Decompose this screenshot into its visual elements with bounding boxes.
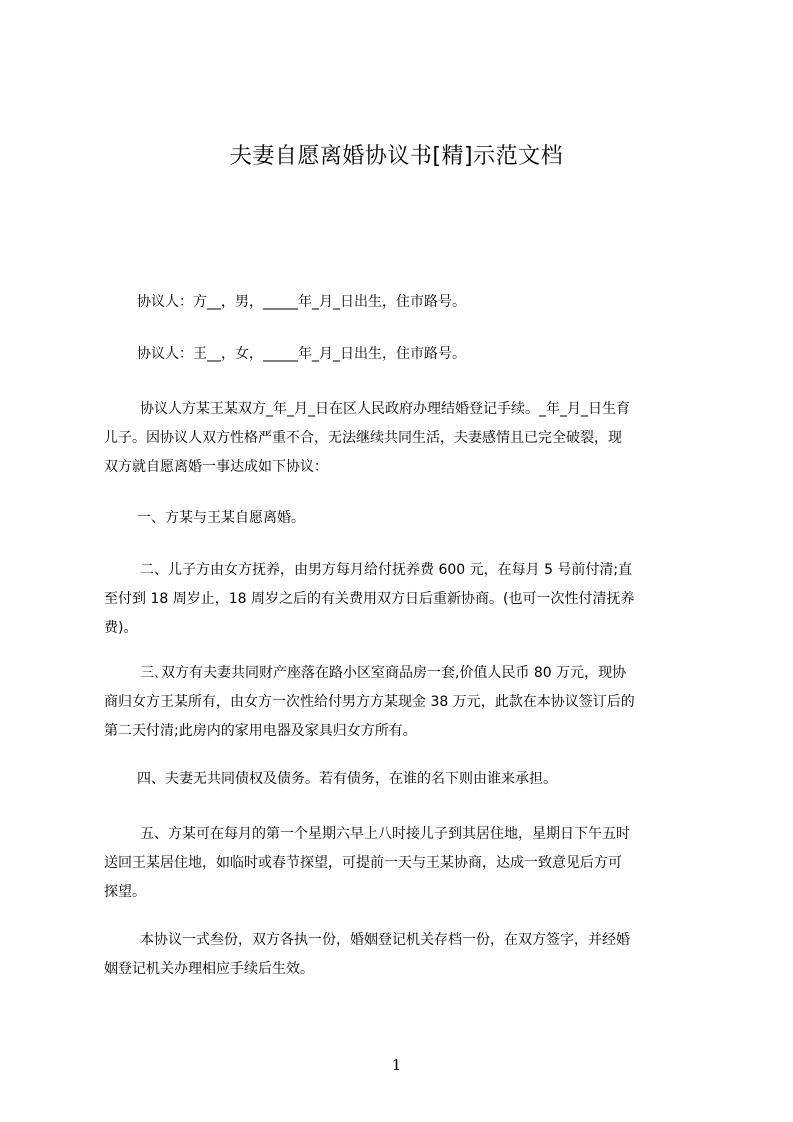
clause-5-paragraph: [104, 820, 702, 907]
paragraph-line: 商归女方王某所有，由女方一次性给付男方方某现金 38 万元，此款在本协议签订后的: [104, 694, 635, 710]
paragraph-line: 儿子。因协议人双方性格严重不合，无法继续共同生活，夫妻感情且已完全破裂，现: [104, 430, 622, 446]
effectiveness-paragraph: [104, 926, 702, 984]
paragraph-line: 送回王某居住地，如临时或春节探望，可提前一天与王某协商，达成一致意见后方可: [104, 855, 622, 871]
paragraph-line: 二、儿子方由女方抚养，由男方每月给付抚养费 600 元，在每月 5 号前付清;直: [140, 562, 633, 578]
paragraph-line: 第二天付清;此房内的家用电器及家具归女方所有。: [104, 723, 417, 739]
party-a-paragraph: [104, 288, 702, 317]
paragraph-line: 至付到 18 周岁止，18 周岁之后的有关费用双方日后重新协商。(也可一次性付清抚养: [104, 591, 635, 607]
paragraph-line: 一、方某与王某自愿离婚。: [137, 510, 305, 526]
clause-2-paragraph: [104, 556, 702, 643]
party-b-paragraph: [104, 340, 702, 369]
page-number: 1: [391, 1056, 402, 1074]
paragraph-line: 协议人方某王某双方_年_月_日在区人民政府办理结婚登记手续。_年_月_日生育: [140, 401, 630, 417]
paragraph-line: 双方就自愿离婚一事达成如下协议：: [104, 459, 328, 475]
paragraph-line: 探望。: [104, 884, 146, 900]
paragraph-line: 三､双方有夫妻共同财产座落在路小区室商品房一套,价值人民币 80 万元，现协: [140, 665, 627, 681]
marriage-background-paragraph: [104, 395, 702, 482]
clause-1-paragraph: [104, 504, 702, 533]
paragraph-line: 本协议一式叁份，双方各执一份，婚姻登记机关存档一份，在双方签字，并经婚: [140, 932, 630, 948]
paragraph-line: 四、夫妻无共同债权及债务。若有债务，在谁的名下则由谁来承担。: [137, 771, 557, 787]
clause-3-paragraph: [104, 659, 702, 746]
paragraph-line: 姻登记机关办理相应手续后生效。: [104, 961, 314, 977]
document-title: 夫妻自愿离婚协议书[精]示范文档: [229, 144, 564, 169]
clause-4-paragraph: [104, 765, 702, 794]
paragraph-line: 费)。: [104, 620, 138, 636]
paragraph-line: 协议人：方__，男，_____年_月_日出生，住市路号。: [137, 294, 466, 310]
paragraph-line: 五、方某可在每月的第一个星期六早上八时接儿子到其居住地，星期日下午五时: [140, 826, 630, 842]
paragraph-line: 协议人：王__，女，_____年_月_日出生，住市路号。: [137, 346, 466, 362]
